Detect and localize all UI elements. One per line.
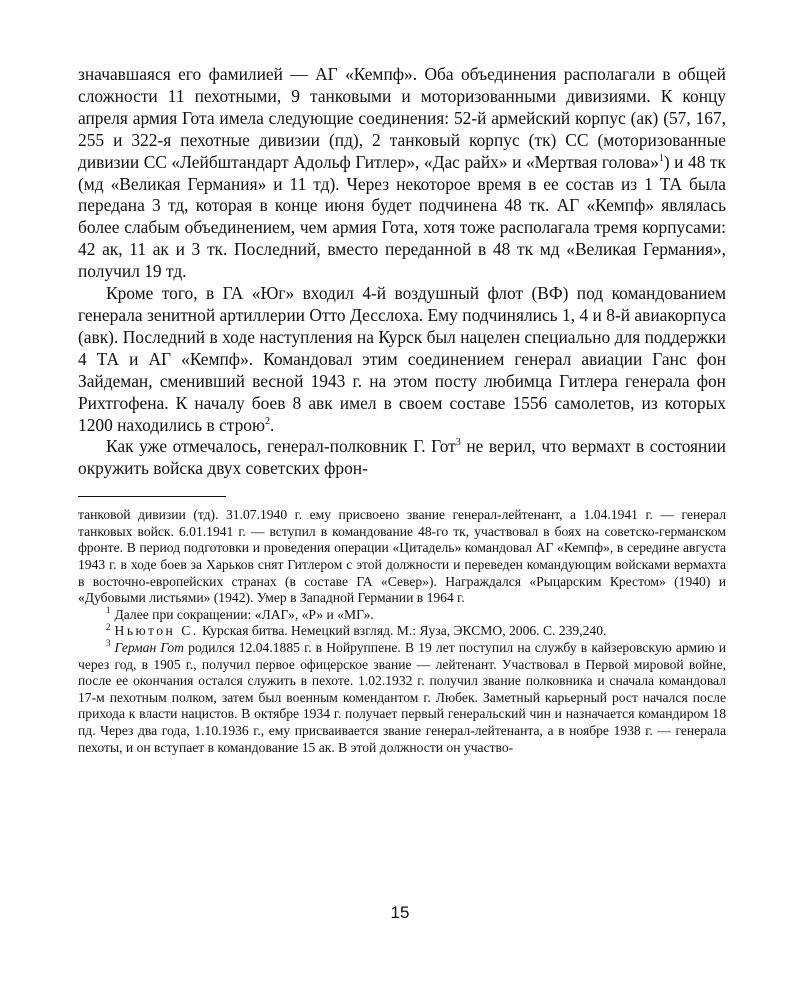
footnote-3 bbox=[78, 640, 726, 756]
paragraph-3 bbox=[78, 436, 726, 480]
paragraph-2 bbox=[78, 283, 726, 436]
paragraph-1-text-a: значавшаяся его фамилией — АГ «Кемпф». Оба объединения располагали в общей сложности 11 пехотными, 9 танковыми и моторизованными дивизиями. К концу апреля армия Гота имела следующие соединения: 52-й армейский корпус (ак) (57, 167, 255 и 322-я пехотные дивизии (пд), 2 танковый корпус (тк) СС (моторизованные дивизии СС «Лейбштандарт Адольф Гитлер», «Дас райх» и «Мертвая голова» bbox=[78, 64, 726, 172]
footnote-3-text: родился 12.04.1885 г. в Нойруппене. В 19 лет поступил на службу в кайзеровскую армию и через год, в 1905 г., получил первое офицерское звание — лейтенант. Участвовал в Первой мировой войне, после ее окончания остался служить в пехоте. 1.02.1932 г. получил звание полковника и сначала командовал 17-м пехотным полком, затем был военным комендантом г. Любек. Заметный карьерный рост начался после прихода к власти нацистов. В октябре 1934 г. получает первый генеральский чин и назначается командиром 18 пд. Через два года, 1.10.1936 г., ему присваивается звание генерал-лейтенанта, а в ноябре 1938 г. — генерала пехоты, и он вступает в командование 15 ак. В этой должности он участво- bbox=[78, 639, 726, 755]
paragraph-3-text-b: не верил, что вермахт в состоянии окружить войска двух советских фрон- bbox=[78, 436, 726, 479]
book-page bbox=[78, 64, 726, 756]
footnote-3-mark: 3 bbox=[106, 638, 111, 649]
footnote-1 bbox=[78, 607, 726, 624]
footnote-2 bbox=[78, 623, 726, 640]
footnote-2-author: Ньютон С. bbox=[114, 623, 199, 639]
page-number: 15 bbox=[390, 903, 410, 922]
footnote-divider bbox=[78, 496, 226, 497]
footnote-1-mark: 1 bbox=[106, 605, 111, 616]
footnote-carryover: танковой дивизии (тд). 31.07.1940 г. ему присвоено звание генерал-лейтенант, а 1.04.1941 г. — генерал танковых войск. 6.01.1941 г. — вступил в командование 48-го тк, участвовал в боях на советско-германском фронте. В период подготовки и проведения операции «Цитадель» командовал АГ «Кемпф», в середине августа 1943 г. в ходе боев за Харьков снят Гитлером с этой должности и переведен командующим войсками вермахта в восточно-европейских странах (в составе ГА «Север»). Награждался «Рыцарским Крестом» (1940) и «Дубовыми листьями» (1942). Умер в Западной Германии в 1964 г. bbox=[78, 507, 726, 606]
footnote-2-text: Курская битва. Немецкий взгляд. М.: Яуза, ЭКСМО, 2006. С. 239,240. bbox=[198, 623, 607, 639]
paragraph-2-text-a: Кроме того, в ГА «Юг» входил 4-й воздушный флот (ВФ) под командованием генерала зенитной артиллерии Отто Десслоха. Ему подчинялись 1, 4 и 8-й авиакорпуса (авк). Последний в ходе наступления на Курск был нацелен специально для поддержки 4 ТА и АГ «Кемпф». Командовал этим соединением генерал авиации Ганс фон Зайдеман, сменивший весной 1943 г. на этом посту любимца Гитлера генерала фон Рихтгофена. К началу боев 8 авк имел в своем составе 1556 самолетов, из которых 1200 находились в строю bbox=[78, 283, 726, 435]
footnotes bbox=[78, 507, 726, 756]
footnote-ref-1: 1 bbox=[658, 152, 664, 164]
paragraph-1 bbox=[78, 64, 726, 283]
footnote-1-text: Далее при сокращении: «ЛАГ», «Р» и «МГ». bbox=[114, 606, 374, 622]
paragraph-1-text-b: ) и 48 тк (мд «Великая Германия» и 11 тд). Через некоторое время в ее состав из 1 ТА была передана 3 тд, которая в конце июня будет подчинена 48 тк. АГ «Кемпф» являлась более слабым объединением, чем армия Гота, хотя тоже располагала тремя корпусами: 42 ак, 11 ак и 3 тк. Последний, вместо переданной в 48 тк мд «Великая Германия», получил 19 тд. bbox=[78, 151, 726, 282]
footnote-2-mark: 2 bbox=[106, 621, 111, 632]
footnote-3-name: Герман Гот bbox=[114, 639, 184, 655]
main-text bbox=[78, 64, 726, 480]
footnote-ref-3: 3 bbox=[455, 437, 461, 449]
footnote-ref-2: 2 bbox=[265, 415, 270, 427]
paragraph-2-text-b: . bbox=[270, 414, 275, 435]
paragraph-3-text-a: Как уже отмечалось, генерал-полковник Г. Гот bbox=[106, 436, 456, 457]
